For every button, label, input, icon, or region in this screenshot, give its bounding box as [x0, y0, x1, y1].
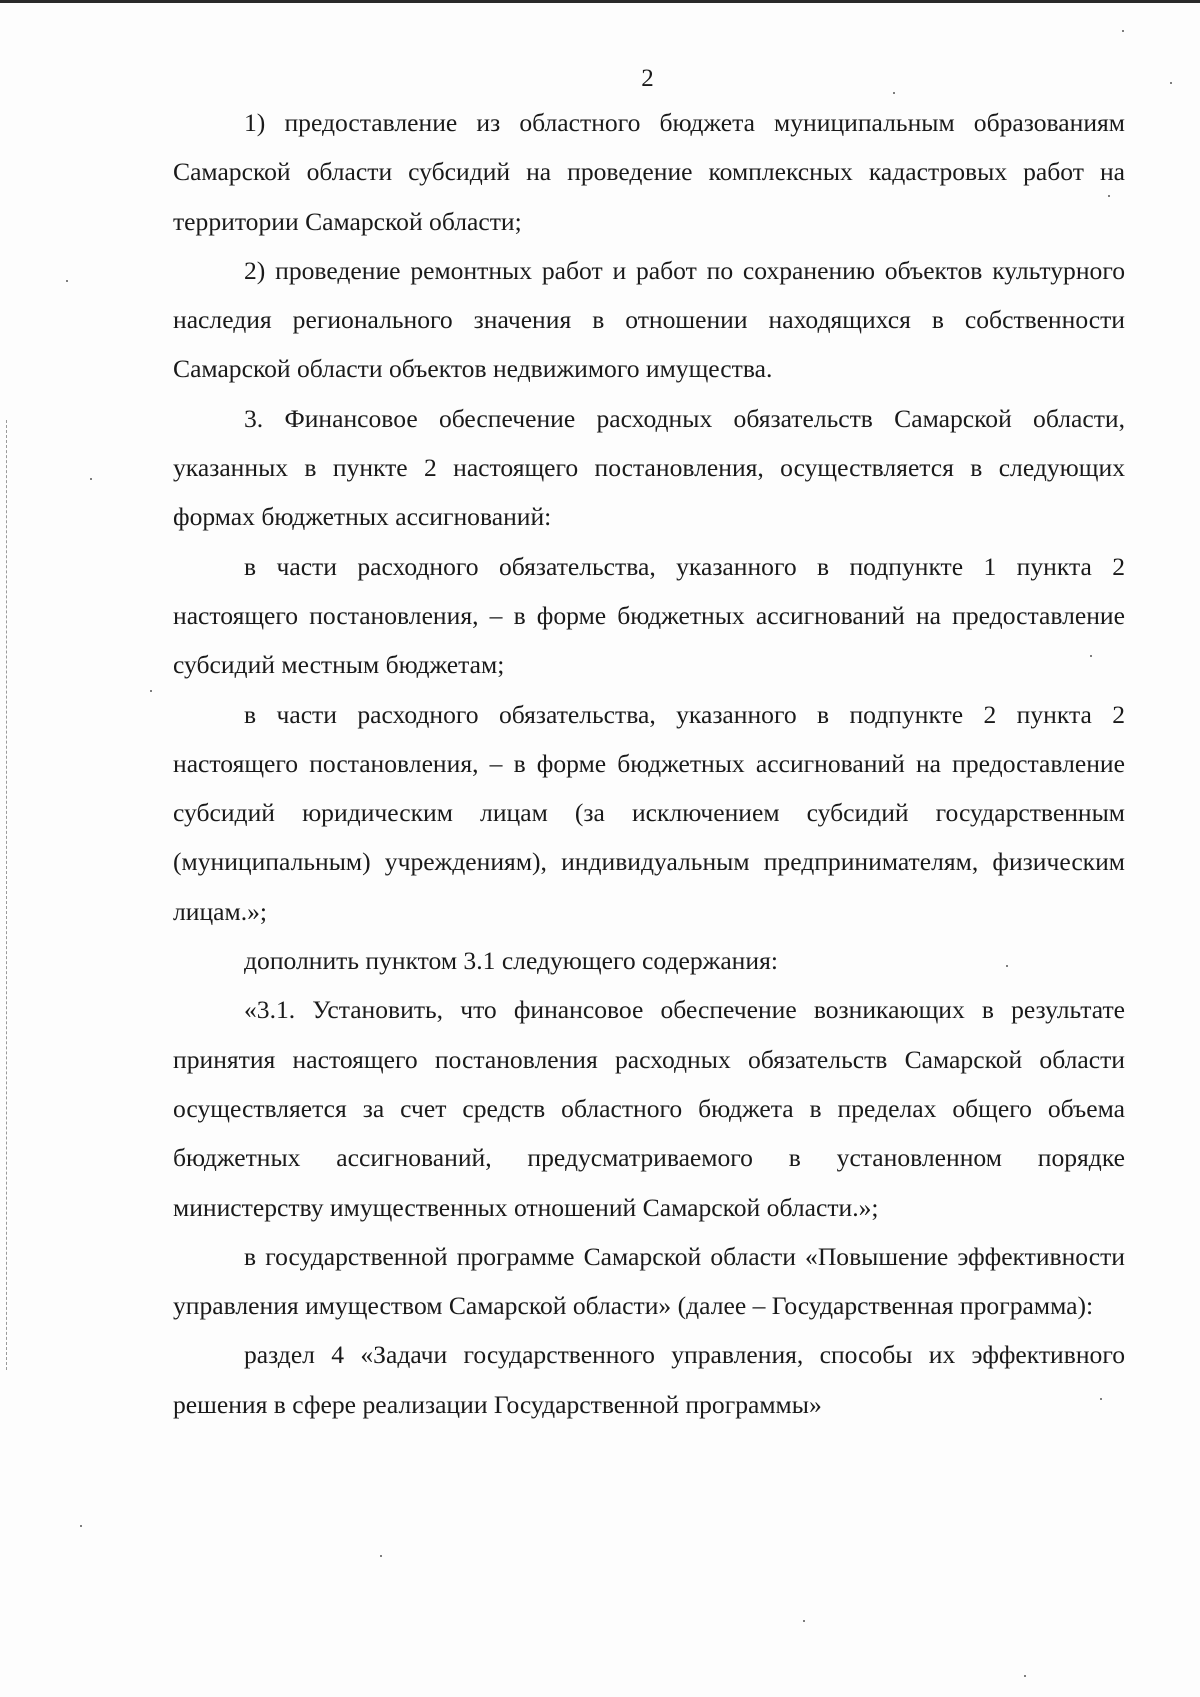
scan-speck — [803, 1620, 805, 1622]
paragraph-state-program: в государственной программе Самарской области «Повышение эффективности управления имуществом Самарской области» (далее – Государственная программа): — [173, 1241, 1125, 1321]
document-body — [173, 98, 1125, 1429]
scan-speck — [1122, 30, 1124, 32]
scan-speck — [380, 1555, 382, 1557]
scan-speck — [1100, 1398, 1102, 1400]
scan-speck — [1024, 1675, 1026, 1677]
paragraph-subpoint-2: в части расходного обязательства, указанного в подпункте 2 пункта 2 настоящего постановления, – в форме бюджетных ассигнований на предоставление субсидий юридическим лицам (за исключением субсидий государственным (муниципальным) учреждениям), индивидуальным предпринимателям, физическим лицам.»; — [173, 699, 1125, 926]
paragraph-section-4: раздел 4 «Задачи государственного управления, способы их эффективного решения в сфере реализации Государственной программы» — [173, 1340, 1125, 1419]
scan-speck — [1090, 655, 1092, 657]
scan-speck — [90, 478, 92, 480]
scan-speck — [80, 1525, 82, 1527]
scan-speck — [1170, 82, 1172, 84]
paragraph-subpoint-1: в части расходного обязательства, указанного в подпункте 1 пункта 2 настоящего постановления, – в форме бюджетных ассигнований на предоставление субсидий местным бюджетам; — [173, 551, 1125, 680]
paragraph-subsidies-cadastral: 1) предоставление из областного бюджета муниципальным образованиям Самарской области субсидий на проведение комплексных кадастровых работ на территории Самарской области; — [173, 108, 1125, 236]
scan-speck — [1108, 195, 1110, 197]
paragraph-point-3-1: «3.1. Установить, что финансовое обеспечение возникающих в результате принятия настоящего постановления расходных обязательств Самарской области осуществляется за счет средств областного бюджета в пределах общего объема бюджетных ассигнований, предусматриваемого в установленном порядке министерству имущественных отношений Самарской области.»; — [173, 995, 1125, 1222]
paragraph-financing-forms: 3. Финансовое обеспечение расходных обязательств Самарской области, указанных в пункте 2 настоящего постановления, осуществляется в следующих формах бюджетных ассигнований: — [173, 403, 1125, 532]
scan-speck — [893, 92, 895, 94]
scan-speck — [66, 280, 68, 282]
paragraph-repair-works: 2) проведение ремонтных работ и работ по сохранению объектов культурного наследия регионального значения в отношении находящихся в собственности Самарской области объектов недвижимого имущества. — [173, 255, 1125, 384]
scan-top-edge — [0, 0, 1200, 3]
scan-speck — [1006, 965, 1008, 967]
page-number: 2 — [641, 65, 654, 92]
scan-left-edge — [6, 420, 8, 1370]
scan-speck — [150, 690, 152, 692]
paragraph-add-point-3-1: дополнить пунктом 3.1 следующего содержания: — [244, 946, 778, 976]
